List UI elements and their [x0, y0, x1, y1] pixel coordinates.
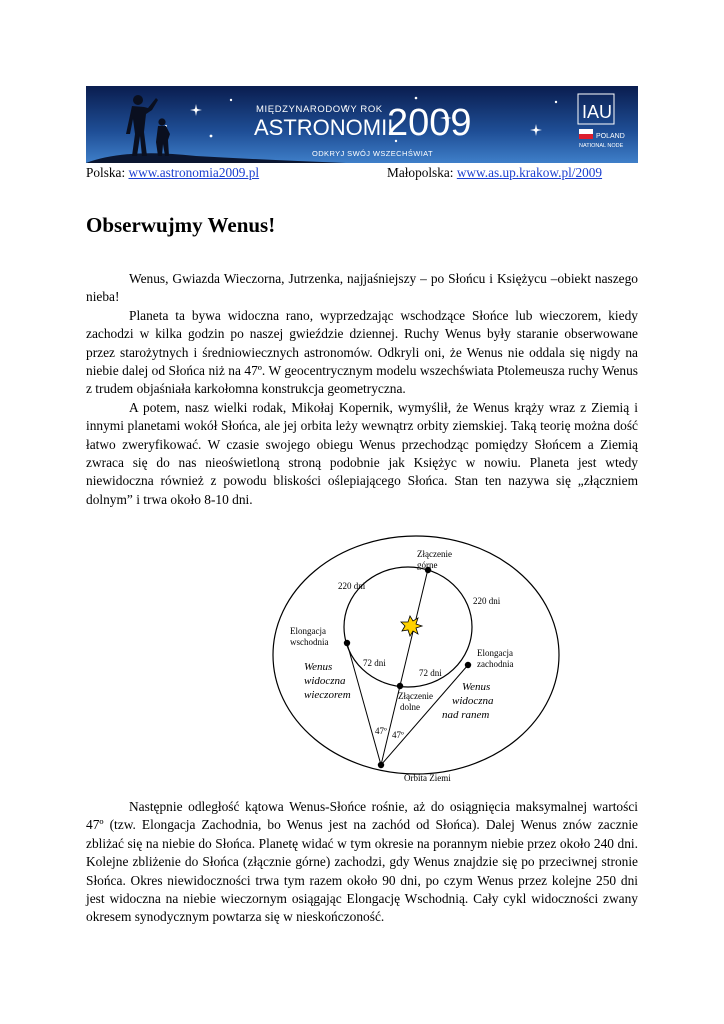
link-malopolska: [387, 165, 602, 181]
label-upper-2: górne: [417, 560, 438, 570]
label-72-right: 72 dni: [419, 668, 442, 678]
paragraph-2: Planeta ta bywa widoczna rano, wyprzedzając wschodzące Słońce lub wieczorem, kiedy zachodzi w kilka godzin po naszej gwieździe dziennej. Ruchy Wenus były staranie obserwowane przez starożytnych i średniowiecznych astronomów. Odkryli oni, że Wenus nie oddala się nigdy na niebie dalej od Słońca niż na 47º. W geocentrycznym modelu wszechświata Ptolemeusza ruchy Wenus z trudem objaśniała karkołomna konstrukcja geometryczna.: [86, 307, 638, 397]
earth-orbit-ellipse: [273, 536, 559, 774]
banner-year: 2009: [387, 102, 472, 144]
paragraph-4: Następnie odległość kątowa Wenus-Słońce rośnie, aż do osiągnięcia maksymalnej wartości 47º (tzw. Elongacja Zachodnia, bo Wenus jest na zachód od Słońca). Dalej Wenus znów zacznie zbliżać się na niebie do Słońca. Planetę widać w tym okresie na porannym niebie przez około 240 dni. Kolejne zbliżenie do Słońca (złącznie górne) zachodzi, gdy Wenus znajdzie się po przeciwnej stronie Słońca. Okres niewidoczności trwa tym razem około 90 dni, po czym Wenus przez kolejne 250 dni jest widoczna na niebie wieczornym osiągając Elongację Wschodnią. Cały cykl widoczności zwany okresem synodycznym powtarza się w nieskończoność.: [86, 799, 638, 925]
label-upper-1: Złączenie: [417, 549, 452, 559]
link-malopolska-url[interactable]: www.as.up.krakow.pl/2009: [456, 165, 603, 180]
iau-logo-text: IAU: [582, 102, 613, 122]
banner-tagline: ODKRYJ SWÓJ WSZECHŚWIAT: [312, 149, 434, 158]
link-polska-url[interactable]: www.astronomia2009.pl: [128, 165, 260, 180]
banner-line1: MIĘDZYNARODOWY ROK: [256, 104, 383, 115]
banner-country: POLAND: [596, 133, 625, 140]
label-angle-right: 47º: [392, 730, 404, 740]
conclusion-text: [86, 798, 638, 927]
label-72-left: 72 dni: [363, 658, 386, 668]
label-lower-2: dolne: [400, 702, 420, 712]
page-title: Obserwujmy Wenus!: [86, 213, 276, 237]
flag-red: [579, 134, 593, 139]
label-evening-3: wieczorem: [304, 689, 351, 701]
paragraph-3: A potem, nasz wielki rodak, Mikołaj Kopernik, wymyślił, że Wenus krąży wraz z Ziemią i innymi planetami wokół Słońca, ale jej orbita leży wewnątrz orbity ziemskiej. Taką teorię można dość łatwo zweryfikować. W czasie swojego obiegu Wenus przechodząc pomiędzy Słońcem a Ziemią zwraca się do nas nieoświetloną stroną podobnie jak Księżyc w nowiu. Planeta jest wtedy niewidoczna również z powodu bliskości oślepiającego Słońca. Stan ten nazywa się „złączniem dolnym” i trwa około 8-10 dni.: [86, 399, 638, 507]
paragraph-1: Wenus, Gwiazda Wieczorna, Jutrzenka, najjaśniejszy – po Słońcu i Księżycu –obiekt naszego nieba!: [86, 271, 638, 305]
label-morning-1: Wenus: [462, 681, 491, 693]
label-east-2: wschodnia: [290, 637, 329, 647]
banner-node: NATIONAL NODE: [579, 143, 624, 149]
label-earth-orbit: Orbita Ziemi: [404, 773, 451, 783]
link-malopolska-label: Małopolska:: [387, 165, 457, 180]
link-polska: [86, 165, 259, 181]
label-evening-2: widoczna: [304, 675, 346, 687]
label-220-left: 220 dni: [338, 581, 366, 591]
venus-west-elongation: [465, 662, 471, 668]
earth-point: [378, 762, 384, 768]
intro-text: [86, 270, 638, 509]
label-lower-1: Złączenie: [398, 691, 433, 701]
venus-east-elongation: [344, 640, 350, 646]
banner-line2: ASTRONOMII: [254, 115, 394, 140]
label-west-2: zachodnia: [477, 659, 514, 669]
flag-white: [579, 129, 593, 134]
link-polska-label: Polska:: [86, 165, 129, 180]
label-angle-left: 47º: [375, 726, 387, 736]
label-west-1: Elongacja: [477, 648, 513, 658]
label-morning-2: widoczna: [452, 695, 494, 707]
sun-icon: [401, 616, 422, 636]
venus-lower-conjunction: [397, 683, 403, 689]
label-east-1: Elongacja: [290, 626, 326, 636]
sun-line: [381, 569, 428, 765]
label-morning-3: nad ranem: [442, 709, 490, 721]
label-evening-1: Wenus: [304, 661, 333, 673]
label-220-right: 220 dni: [473, 596, 501, 606]
venus-orbit-diagram: [270, 530, 570, 790]
astronomy-2009-banner: [86, 86, 638, 163]
